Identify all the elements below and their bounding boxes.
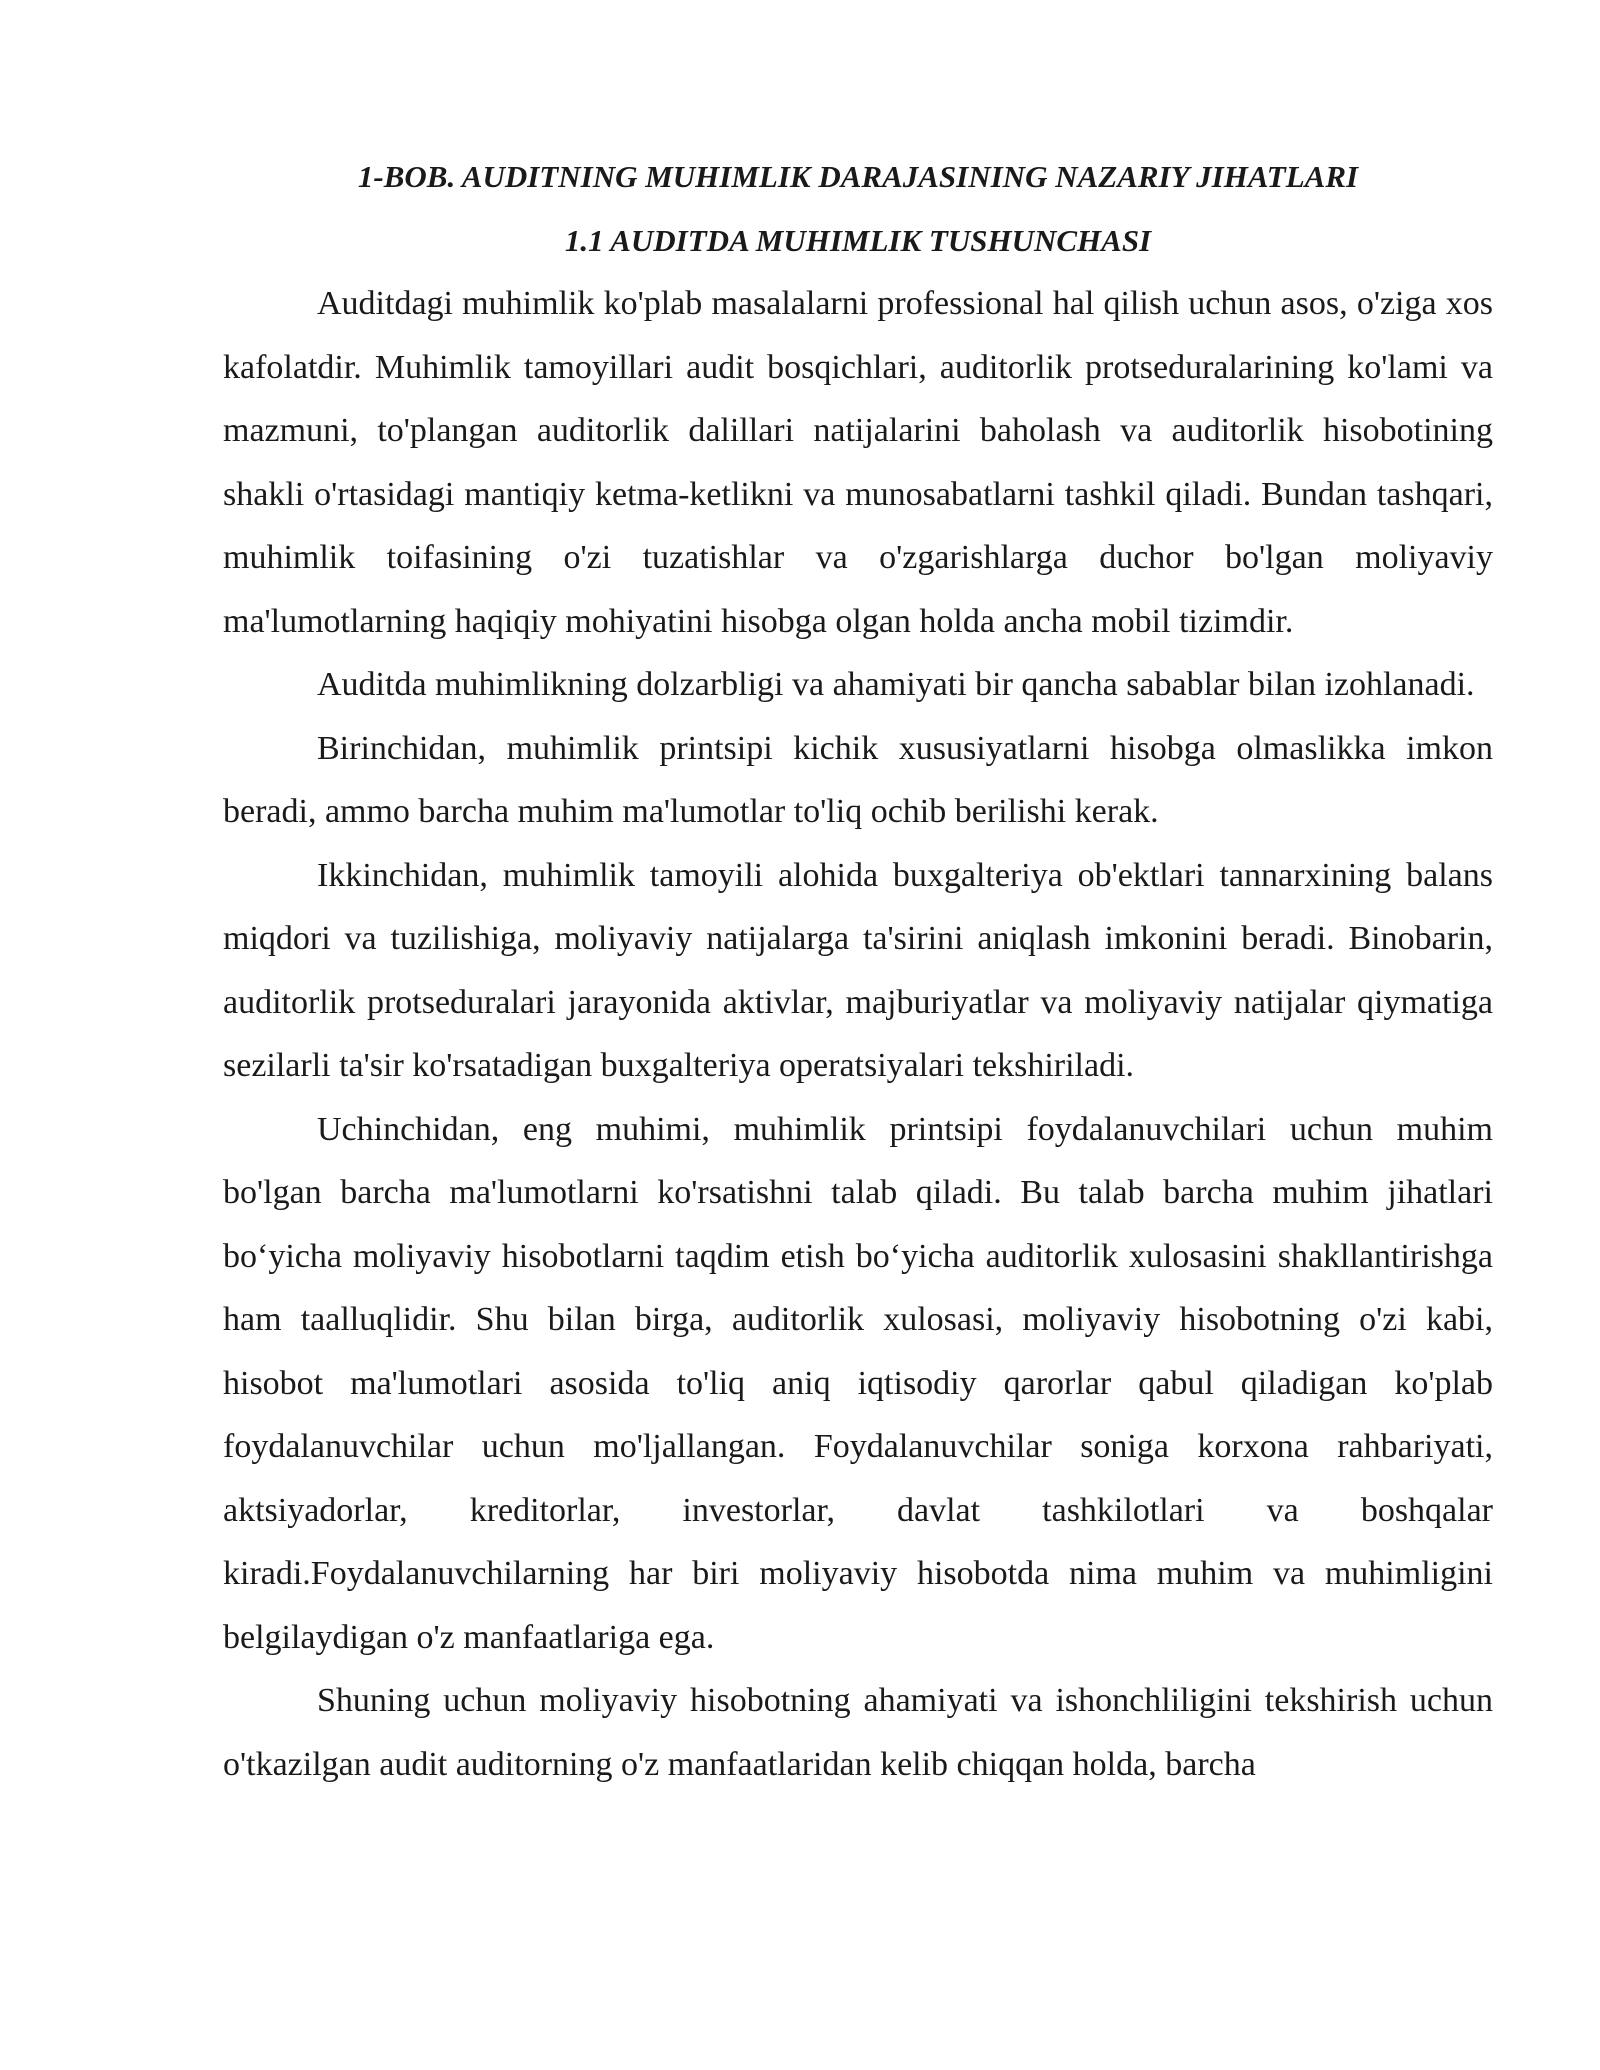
chapter-title: 1-BOB. AUDITNING MUHIMLIK DARAJASINING NAZARIY JIHATLARI	[357, 159, 1359, 194]
document-page	[223, 146, 1493, 1796]
paragraph-intro: Auditdagi muhimlik ko'plab masalalarni professional hal qilish uchun asos, o'ziga xos kafolatdir. Muhimlik tamoyillari audit bosqichlari, auditorlik protseduralarining ko'lami va mazmuni, to'plangan auditorlik dalillari natijalarini baholash va auditorlik hisobotining shakli o'rtasidagi mantiqiy ketma-ketlikni va munosabatlarni tashkil qiladi. Bundan tashqari, muhimlik toifasining o'zi tuzatishlar va o'zgarishlarga duchor bo'lgan moliyaviy ma'lumotlarning haqiqiy mohiyatini hisobga olgan holda ancha mobil tizimdir.	[223, 285, 1493, 640]
section-title: 1.1 AUDITDA MUHIMLIK TUSHUNCHASI	[564, 223, 1152, 258]
paragraph-third-reason: Uchinchidan, eng muhimi, muhimlik printsipi foydalanuvchilari uchun muhim bo'lgan barcha ma'lumotlarni ko'rsatishni talab qiladi. Bu talab barcha muhim jihatlari bo‘yicha moliyaviy hisobotlarni taqdim etish bo‘yicha auditorlik xulosasini shakllantirishga ham taalluqlidir. Shu bilan birga, auditorlik xulosasi, moliyaviy hisobotning o'zi kabi, hisobot ma'lumotlari asosida to'liq aniq iqtisodiy qarorlar qabul qiladigan ko'plab foydalanuvchilar uchun mo'ljallangan. Foydalanuvchilar soniga korxona rahbariyati, aktsiyadorlar, kreditorlar, investorlar, davlat tashkilotlari va boshqalar kiradi.Foydalanuvchilarning har biri moliyaviy hisobotda nima muhim va muhimligini belgilaydigan o'z manfaatlariga ega.	[223, 1110, 1493, 1656]
paragraph-conclusion: Shuning uchun moliyaviy hisobotning ahamiyati va ishonchliligini tekshirish uchun o'tkazilgan audit auditorning o'z manfaatlaridan kelib chiqqan holda, barcha	[223, 1682, 1493, 1783]
paragraph-relevance: Auditda muhimlikning dolzarbligi va ahamiyati bir qancha sabablar bilan izohlanadi.	[317, 666, 1475, 703]
paragraph-first-reason: Birinchidan, muhimlik printsipi kichik xususiyatlarni hisobga olmaslikka imkon beradi, ammo barcha muhim ma'lumotlar to'liq ochib berilishi kerak.	[223, 729, 1493, 830]
paragraph-second-reason: Ikkinchidan, muhimlik tamoyili alohida buxgalteriya ob'ektlari tannarxining balans miqdori va tuzilishiga, moliyaviy natijalarga ta'sirini aniqlash imkonini beradi. Binobarin, auditorlik protseduralari jarayonida aktivlar, majburiyatlar va moliyaviy natijalar qiymatiga sezilarli ta'sir ko'rsatadigan buxgalteriya operatsiyalari tekshiriladi.	[223, 856, 1493, 1084]
